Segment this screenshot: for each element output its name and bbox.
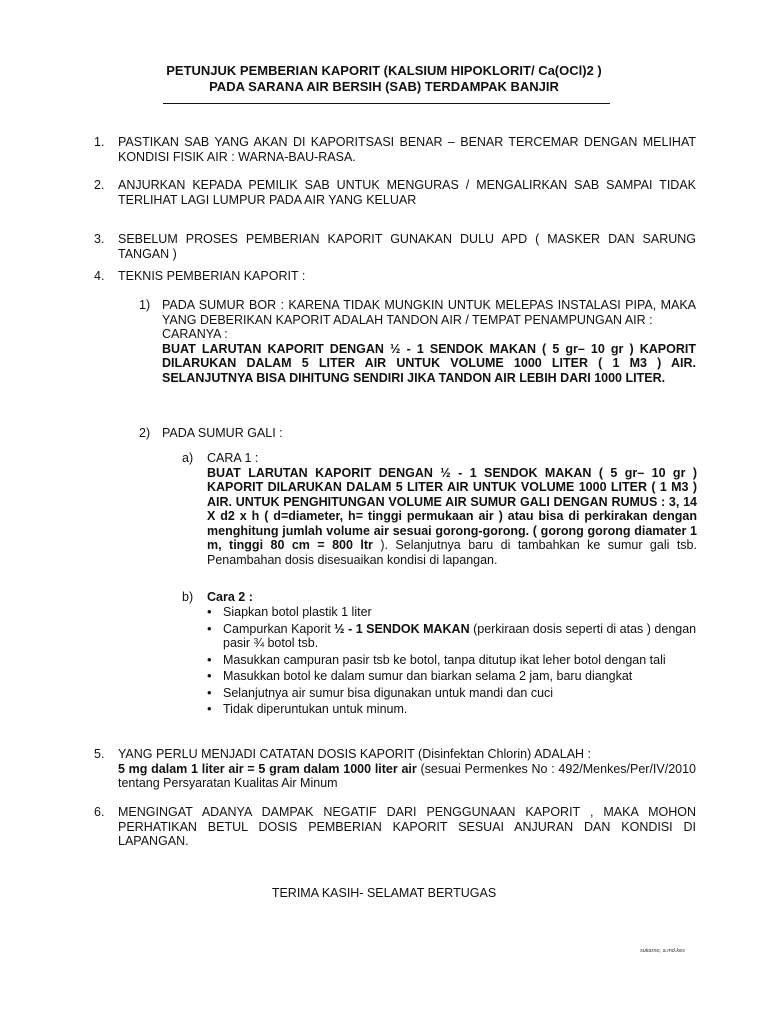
list-item [205,622,700,651]
item-5-section [118,747,696,791]
closing-text: TERIMA KASIH- SELAMAT BERTUGAS [271,886,497,900]
list-item: • Masukkan campuran pasir tsb ke botol, tanpa ditutup ikat leher botol dengan tali [205,653,700,668]
item-4-number: 4. [94,269,105,283]
item-2-number: 2. [94,178,105,192]
item-5-dose: 5 mg dalam 1 liter air = 5 gram dalam 1000 liter air [118,761,417,776]
bullet-2-post: (perkiraan dosis seperti di atas ) dengan pasir ¾ botol tsb. [223,621,697,650]
item-4-text: TEKNIS PEMBERIAN KAPORIT : [118,269,306,283]
cara-2-letter: b) [182,590,194,604]
item-4-2-number: 2) [139,426,151,440]
item-4-1-number: 1) [139,298,151,312]
document-title-line2: PADA SARANA AIR BERSIH (SAB) TERDAMPAK BANJIR [209,79,559,94]
item-2-text: ANJURKAN KEPADA PEMILIK SAB UNTUK MENGURAS / MENGALIRKAN SAB SAMPAI TIDAK TERLIHAT LAGI LUMPUR PADA AIR YANG KELUAR [118,178,696,207]
sumur-bor-instructions: BUAT LARUTAN KAPORIT DENGAN ½ - 1 SENDOK MAKAN ( 5 gr– 10 gr ) KAPORIT DILARUKAN DALAM 5 LITER AIR UNTUK VOLUME 1000 LITER ( 1 M3 ) AIR. SELANJUTNYA BISA DIHITUNG SENDIRI JIKA TANDON AIR LEBIH DARI 1000 LITER. [162,341,696,385]
list-item: • Siapkan botol plastik 1 liter [205,605,700,620]
cara-2-label: Cara 2 : [207,590,253,604]
item-5-number: 5. [94,747,105,761]
cara-2-steps-list [205,605,700,719]
item-6-number: 6. [94,805,105,819]
item-6-text: MENGINGAT ADANYA DAMPAK NEGATIF DARI PENGGUNAAN KAPORIT , MAKA MOHON PERHATIKAN BETUL DOSIS PEMBERIAN KAPORIT SESUAI ANJURAN DAN KONDISI DI LAPANGAN. [118,805,696,848]
cara-1-normal-text: ). Selanjutnya baru di tambahkan ke sumur gali tsb. Penambahan dosis disesuaikan kondisi di lapangan. [207,538,697,567]
list-item: • Tidak diperuntukan untuk minum. [205,702,700,717]
bullet-2-pre: Campurkan Kaporit [223,621,335,636]
cara-1-section [207,451,697,567]
item-1-number: 1. [94,135,105,149]
document-title-line1: PETUNJUK PEMBERIAN KAPORIT (KALSIUM HIPOKLORIT/ Ca(OCl)2 ) [166,63,602,78]
cara-1-label: CARA 1 : [207,451,259,465]
item-3-text: SEBELUM PROSES PEMBERIAN KAPORIT GUNAKAN DULU APD ( MASKER DAN SARUNG TANGAN ) [118,232,696,261]
title-underline [163,103,610,104]
cara-1-letter: a) [182,451,194,465]
list-item: • Selanjutnya air sumur bisa digunakan untuk mandi dan cuci [205,686,700,701]
item-5-text: YANG PERLU MENJADI CATATAN DOSIS KAPORIT (Disinfektan Chlorin) ADALAH : [118,747,592,761]
item-1-text: PASTIKAN SAB YANG AKAN DI KAPORITSASI BENAR – BENAR TERCEMAR DENGAN MELIHAT KONDISI FISIK AIR : WARNA-BAU-RASA. [118,135,696,164]
signature: sukarno, a.md.kes [640,948,685,954]
cara-1-bold-text: BUAT LARUTAN KAPORIT DENGAN ½ - 1 SENDOK MAKAN ( 5 gr– 10 gr ) KAPORIT DILARUKAN DALAM 5 LITER AIR UNTUK VOLUME 1000 LITER ( 1 M3 ) AIR. UNTUK PENGHITUNGAN VOLUME AIR SUMUR GALI DENGAN RUMUS : 3, 14 X d2 x h ( d=diameter, h= tinggi permukaan air ) atau bisa di perkirakan dengan menghitung jumlah volume air sesuai gorong-gorong. ( gorong gorong diamater 1 m, tinggi 80 cm = 800 ltr [207,465,697,552]
sumur-gali-text: PADA SUMUR GALI : [162,426,283,440]
sumur-bor-text: PADA SUMUR BOR : KARENA TIDAK MUNGKIN UNTUK MELEPAS INSTALASI PIPA, MAKA YANG DEBERIKAN KAPORIT ADALAH TANDON AIR / TEMPAT PENAMPUNGAN AIR : [162,298,696,327]
sumur-bor-section [162,298,696,385]
item-3-number: 3. [94,232,105,246]
item-5-regulation: (sesuai Permenkes No : 492/Menkes/Per/IV/2010 tentang Persyaratan Kualitas Air Minum [118,761,697,790]
list-item: • Masukkan botol ke dalam sumur dan biarkan selama 2 jam, baru diangkat [205,669,700,684]
bullet-2-bold: ½ - 1 SENDOK MAKAN [334,621,470,636]
caranya-label: CARANYA : [162,327,228,341]
